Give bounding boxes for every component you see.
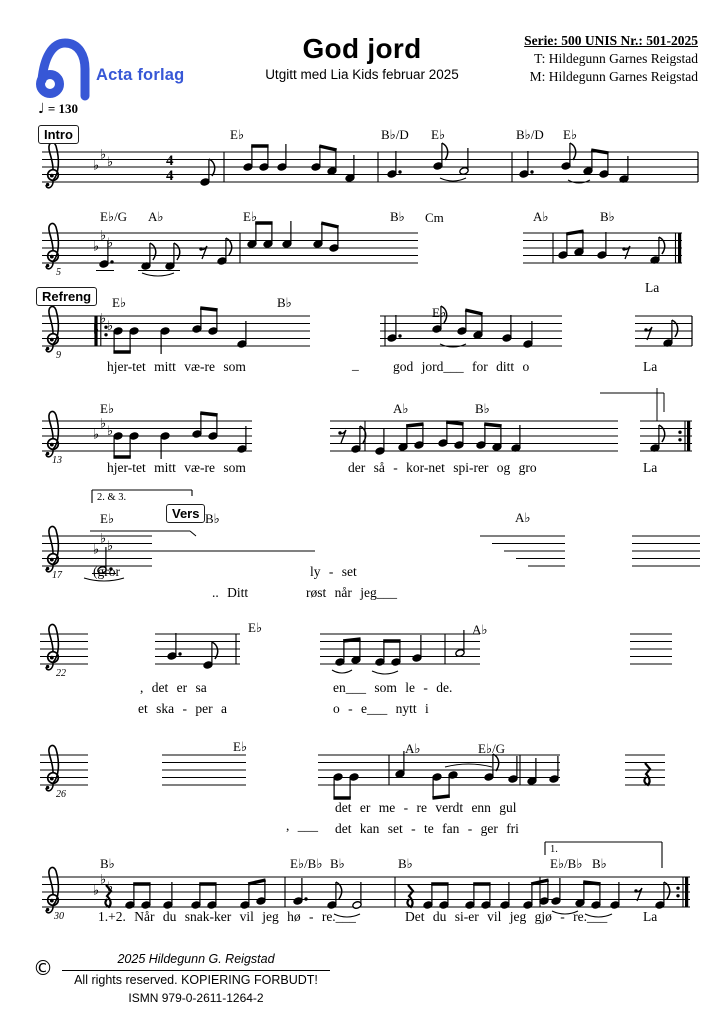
lyric-text: det er me - re verdt enn gul: [335, 800, 517, 815]
publisher-name: Acta forlag: [96, 66, 185, 84]
chord-label: E♭: [112, 295, 127, 310]
svg-text:♭: ♭: [107, 155, 114, 170]
lyric-text: La: [643, 909, 658, 924]
lyric-text: et ska - per a: [138, 701, 227, 716]
chord-label: E♭/G: [478, 741, 506, 756]
footer-rights-line: All rights reserved. KOPIERING FORBUDT!: [74, 973, 318, 987]
lyric-text: hjer-tet mitt væ-re som: [107, 359, 246, 374]
chord-label: B♭: [600, 209, 615, 224]
svg-text:♭: ♭: [100, 416, 107, 432]
svg-text:♭: ♭: [107, 539, 114, 554]
svg-text:♭: ♭: [100, 531, 107, 547]
footer-year-line: 2025 Hildegunn G. Reigstad: [117, 952, 275, 966]
lyric-text: o - e___ nytt i: [333, 701, 429, 716]
chord-label: A♭: [405, 741, 421, 756]
chord-label: E♭/B♭: [290, 856, 323, 871]
lyric-text: der så - kor-net spi-rer og gro: [348, 460, 537, 475]
footer-rule: [62, 970, 330, 971]
series-number: Serie: 500 UNIS Nr.: 501-2025: [524, 33, 698, 48]
tempo-value: = 130: [47, 101, 79, 116]
chord-label: Cm: [425, 210, 444, 225]
svg-text:♭: ♭: [107, 236, 114, 251]
section-label-intro: Intro: [38, 125, 79, 144]
music-credit: M: Hildegunn Garnes Reigstad: [529, 69, 698, 84]
chord-label: B♭: [592, 856, 607, 871]
chord-label: A♭: [472, 622, 488, 637]
chord-label: B♭: [330, 856, 345, 871]
chord-label: B♭: [398, 856, 413, 871]
copyright-icon: ©: [33, 956, 53, 980]
measure-number: 22: [56, 668, 66, 679]
chord-label: E♭: [563, 127, 578, 142]
measure-number: 26: [56, 789, 66, 800]
chord-label: E♭: [432, 305, 447, 320]
svg-text:♭: ♭: [93, 322, 100, 338]
chord-label: A♭: [148, 209, 164, 224]
chord-label: B♭/D: [381, 127, 409, 142]
lyric-text: La: [643, 460, 658, 475]
chord-label: A♭: [393, 401, 409, 416]
svg-text:♭: ♭: [107, 424, 114, 439]
measure-number: 17: [52, 570, 62, 581]
chord-label: E♭: [100, 401, 115, 416]
svg-text:♭: ♭: [100, 147, 107, 163]
lyric-text: en___ som le - de.: [333, 680, 453, 695]
svg-text:♭: ♭: [93, 883, 100, 899]
lyric-text: hjer-tet mitt væ-re som: [107, 460, 246, 475]
chord-label: E♭: [100, 511, 115, 526]
measure-number: 9: [56, 350, 61, 361]
svg-text:4: 4: [166, 153, 174, 169]
header-credits: [438, 32, 698, 86]
svg-text:♭: ♭: [93, 427, 100, 443]
staff-system-5: [42, 490, 700, 581]
svg-text:♭: ♭: [107, 319, 114, 334]
staff-system-8: [42, 842, 690, 917]
lyric-text: La: [643, 359, 658, 374]
staff-system-4: [42, 388, 692, 459]
svg-text:♭: ♭: [93, 239, 100, 255]
chord-label: B♭: [205, 511, 220, 526]
lyric-text: _: [352, 357, 359, 372]
lyric-text: god jord___ for ditt o: [393, 359, 530, 374]
chord-label: B♭: [390, 209, 405, 224]
footer-ismn: ISMN 979-0-2611-1264-2: [128, 991, 264, 1005]
volta-label: 1.: [550, 844, 558, 855]
svg-text:♭: ♭: [107, 880, 114, 895]
volta-label: 2. & 3.: [97, 492, 127, 503]
svg-text:♭: ♭: [93, 158, 100, 174]
chord-label: A♭: [533, 209, 549, 224]
chord-label: A♭: [515, 510, 531, 525]
svg-text:♭: ♭: [100, 228, 107, 244]
staff-system-1: [42, 142, 698, 187]
staff-system-6: [40, 624, 672, 674]
chord-label: E♭: [230, 127, 245, 142]
lyric-text: Det du si-er vil jeg gjø - re.___: [405, 909, 608, 924]
lyric-text: røst når jeg___: [306, 585, 397, 600]
chord-label: B♭/D: [516, 127, 544, 142]
measure-number: 5: [56, 267, 61, 278]
page-subtitle: Utgitt med Lia Kids februar 2025: [265, 67, 459, 82]
svg-text:♭: ♭: [100, 311, 107, 327]
section-label-vers: Vers: [166, 504, 205, 523]
lyric-text: det kan set - te fan - ger fri: [335, 821, 519, 836]
lyric-text: (gror: [93, 564, 120, 579]
chord-label: E♭/G: [100, 209, 128, 224]
measure-number: 30: [54, 911, 64, 922]
chord-label: B♭: [277, 295, 292, 310]
lyric-text: , det er sa: [140, 680, 207, 695]
text-credit: T: Hildegunn Garnes Reigstad: [534, 51, 698, 66]
section-label-refreng: Refreng: [36, 287, 97, 306]
measure-number: 13: [52, 455, 62, 466]
chord-label: E♭: [243, 209, 258, 224]
svg-text:♭: ♭: [93, 542, 100, 558]
svg-text:♭: ♭: [100, 872, 107, 888]
chord-label: E♭: [248, 620, 263, 635]
staff-system-7: [40, 745, 665, 798]
chord-label: B♭: [100, 856, 115, 871]
tempo-marking: [38, 101, 78, 117]
chord-label: B♭: [475, 401, 490, 416]
lyric-text: ly - set: [310, 564, 357, 579]
lyric-text: .. Ditt: [212, 585, 249, 600]
acta-forlag-logo: [36, 36, 94, 102]
staff-system-2: [42, 221, 682, 276]
chord-label: E♭: [233, 739, 248, 754]
quarter-note-icon: ♩: [38, 101, 45, 117]
lyric-text: , ___: [286, 818, 318, 833]
chord-label: E♭/B♭: [550, 856, 583, 871]
chord-label: E♭: [431, 127, 446, 142]
lyric-text: La: [645, 280, 660, 295]
page-title: God jord: [302, 33, 422, 64]
lyric-text: 1.+2. Når du snak-ker vil jeg hø - re.___: [98, 909, 356, 924]
svg-text:4: 4: [166, 168, 174, 184]
